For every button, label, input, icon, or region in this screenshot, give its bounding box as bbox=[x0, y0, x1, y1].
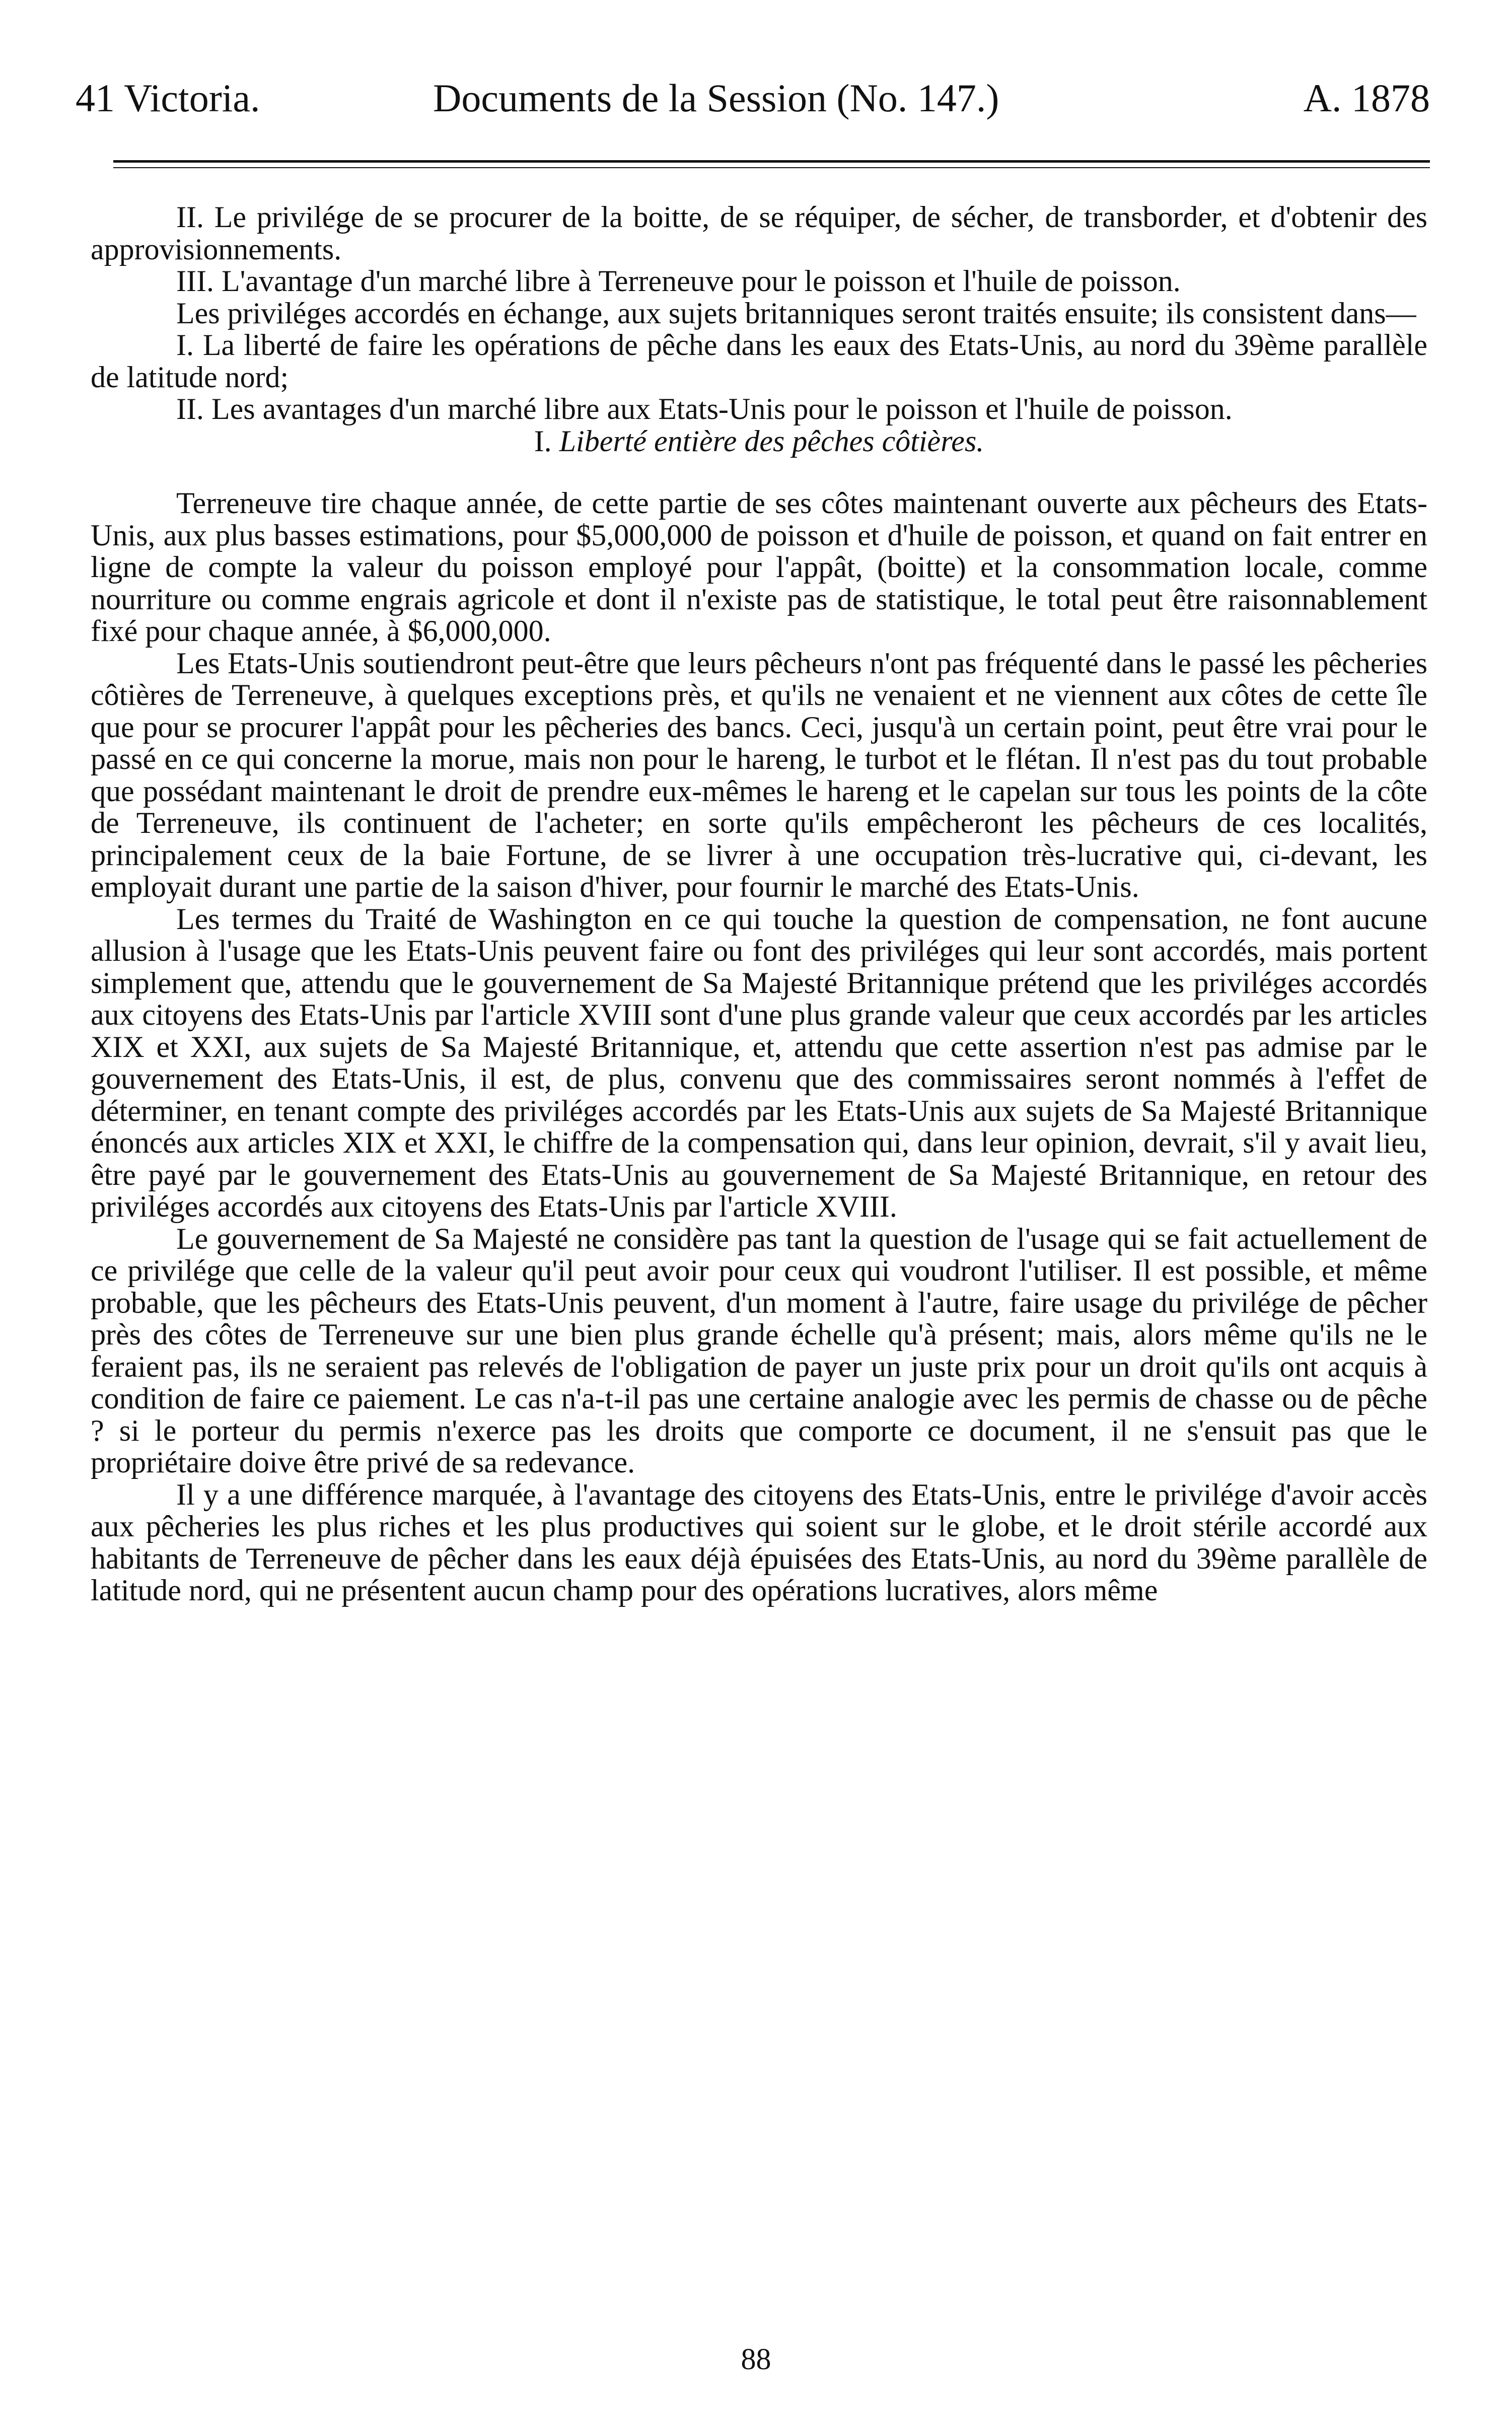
paragraph-us-fishermen: Les Etats-Unis soutiendront peut-être que leurs pêcheurs n'ont pas fréquenté dans le passé les pêcheries côtières de Terreneuve, à quelques exceptions près, et qu'ils ne venaient et ne viennent aux côtes de cette île que pour se procurer l'appât pour les pêcheries des bancs. Ceci, jusqu'à un certain point, peut être vrai pour le passé en ce qui concerne la morue, mais non pour le hareng, le turbot et le flétan. Il n'est pas du tout probable que possédant maintenant le droit de prendre eux-mêmes le hareng et le capelan sur tous les points de la côte de Terreneuve, ils continuent de l'acheter; en sorte qu'ils empêcheront les pêcheurs de ces localités, principalement ceux de la baie Fortune, de se livrer à une occupation très-lucrative qui, ci-devant, les employait durant une partie de la saison d'hiver, pour fournir le marché des Etats-Unis. bbox=[91, 646, 1427, 903]
list-item-liberty-i: I. La liberté de faire les opérations de pêche dans les eaux des Etats-Unis, au nord du 39ème parallèle de latitude nord; bbox=[91, 328, 1427, 394]
paragraph-newfoundland-revenue: Terreneuve tire chaque année, de cette partie de ses côtes maintenant ouverte aux pêcheurs des Etats-Unis, aux plus basses estimations, pour $5,000,000 de poisson et d'huile de poisson, et quand on fait entrer en ligne de compte la valeur du poisson employé pour l'appât, (boitte) et la consommation locale, comme nourriture ou comme engrais agricole et dont il n'existe pas de statistique, le total peut être raisonnablement fixé pour chaque année, à $6,000,000. bbox=[91, 486, 1427, 648]
paragraph-treaty-terms: Les termes du Traité de Washington en ce qui touche la question de compensation, ne font aucune allusion à l'usage que les Etats-Unis peuvent faire ou font des priviléges qui leur sont accordés, mais portent simplement que, attendu que le gouvernement de Sa Majesté Britannique prétend que les priviléges accordés aux citoyens des Etats-Unis par l'article XVIII sont d'une plus grande valeur que ceux accordés par les articles XIX et XXI, aux sujets de Sa Majesté Britannique, et, attendu que cette assertion n'est pas admise par le gouvernement des Etats-Unis, il est, de plus, convenu que des commissaires seront nommés à l'effet de déterminer, en tenant compte des priviléges accordés par les Etats-Unis aux sujets de Sa Majesté Britannique énoncés aux articles XIX et XXI, le chiffre de la compensation qui, dans leur opinion, devrait, s'il y avait lieu, être payé par le gouvernement des Etats-Unis au gouvernement de Sa Majesté Britannique, en retour des priviléges accordés aux citoyens des Etats-Unis par l'article XVIII. bbox=[91, 902, 1427, 1223]
document-body bbox=[91, 201, 1427, 1607]
list-item-privilege-iii: III. L'avantage d'un marché libre à Terreneuve pour le poisson et l'huile de poisson. bbox=[176, 264, 1181, 298]
section-number: I. bbox=[534, 424, 552, 458]
header-year: A. 1878 bbox=[1303, 76, 1430, 120]
page-number: 88 bbox=[741, 2343, 771, 2376]
paragraph-government-view: Le gouvernement de Sa Majesté ne considère pas tant la question de l'usage qui se fait actuellement de ce privilége que celle de la valeur qu'il peut avoir pour ceux qui voudront l'utiliser. Il est possible, et même probable, que les pêcheurs des Etats-Unis peuvent, d'un moment à l'autre, faire usage du privilége de pêcher près des côtes de Terreneuve sur une bien plus grande échelle qu'à présent; mais, alors même qu'ils ne le feraient pas, ils ne seraient pas relevés de l'obligation de payer un juste prix pour un droit qu'ils ont acquis à condition de faire ce paiement. Le cas n'a-t-il pas une certaine analogie avec les permis de chasse ou de pêche ? si le porteur du permis n'exerce pas les droits que comporte ce document, il ne s'ensuit pas que le propriétaire doive être privé de sa redevance. bbox=[91, 1222, 1427, 1479]
header-rule-thin bbox=[113, 167, 1430, 168]
paragraph-difference: Il y a une différence marquée, à l'avantage des citoyens des Etats-Unis, entre le privilége d'avoir accès aux pêcheries les plus riches et les plus productives qui soient sur le globe, et le droit stérile accordé aux habitants de Terreneuve de pêcher dans les eaux déjà épuisées des Etats-Unis, au nord du 39ème parallèle de latitude nord, qui ne présentent aucun champ pour des opérations lucratives, alors même bbox=[91, 1477, 1427, 1607]
header-title: Documents de la Session (No. 147.) bbox=[433, 76, 999, 120]
section-heading bbox=[91, 426, 1427, 458]
list-item-privilege-ii: II. Le privilége de se procurer de la boitte, de se réquiper, de sécher, de transborder, et d'obtenir des approvisionnements. bbox=[91, 200, 1427, 266]
header-volume: 41 Victoria. bbox=[76, 76, 260, 120]
list-item-advantages-ii: II. Les avantages d'un marché libre aux Etats-Unis pour le poisson et l'huile de poisson. bbox=[176, 392, 1233, 426]
section-title: Liberté entière des pêches côtières. bbox=[559, 424, 984, 458]
paragraph-british-privileges: Les priviléges accordés en échange, aux sujets britanniques seront traités ensuite; ils consistent dans— bbox=[176, 296, 1416, 330]
running-header bbox=[76, 70, 1430, 126]
header-rule-thick bbox=[113, 160, 1430, 163]
